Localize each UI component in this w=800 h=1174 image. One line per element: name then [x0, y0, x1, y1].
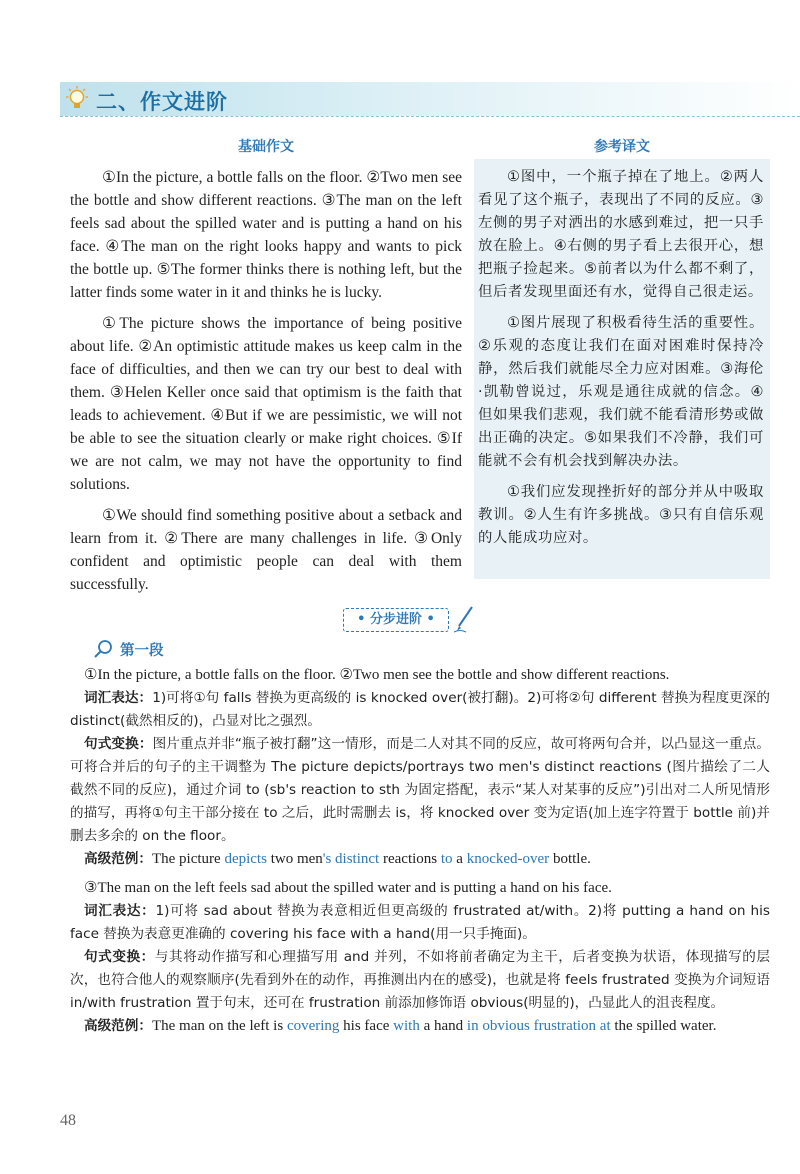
example-label: 高级范例：	[84, 851, 152, 867]
translation-paragraph: ①图中，一个瓶子掉在了地上。②两人看见了这个瓶子，表现出了不同的反应。③左侧的男子对洒出的水感到难过，把一只手放在脸上。④右侧的男子看上去很开心，想把瓶子捡起来。⑤前者以为什么都不剩了，但后者发现里面还有水，觉得自己很走运。	[478, 169, 764, 300]
example-label: 高级范例：	[84, 1018, 152, 1034]
lightbulb-icon	[62, 84, 92, 114]
vocab-text: 1)可将①句 falls 替换为更高级的 is knocked over(被打翻)。2)可将②句 different 替换为程度更深的 distinct(截然相反的)，凸显对比之强烈。	[70, 690, 771, 729]
syntax-note	[70, 733, 770, 848]
step-badge: • 分步进阶 •	[343, 608, 449, 632]
example-text: two men	[266, 851, 323, 867]
source-sentence	[70, 877, 770, 900]
example-text: The man on the left is	[151, 1018, 287, 1034]
syntax-label: 句式变换：	[84, 949, 155, 965]
example-sentence	[70, 848, 770, 871]
example-text: a hand	[419, 1018, 467, 1034]
translation-heading: 参考译文	[594, 139, 650, 155]
vocab-note	[70, 687, 770, 733]
vocab-label: 词汇表达：	[84, 903, 156, 919]
highlight-word: depicts	[224, 851, 267, 867]
section-title: 二、作文进阶	[96, 90, 228, 114]
page-number: 48	[60, 1112, 76, 1129]
essay-paragraph: ①In the picture, a bottle falls on the floor. ②Two men see the bottle and show different reactions. ③The man on the left feels sad about the spilled water and is putting a hand on his face. ④The man on the right looks happy and wants to pick the bottle up. ⑤The former thinks there is nothing left, but the latter finds some water in it and thinks he is lucky.	[70, 169, 462, 301]
essay-paragraph: ①The picture shows the importance of being positive about life. ②An optimistic attitude makes us keep calm in the face of difficulties, and then we can try our best to deal with them. ③Helen Keller once said that optimism is the faith that leads to achievement. ④But if we are pessimistic, we will not be able to see the situation clearly or make right choices. ⑤If we are not calm, we may not have the opportunity to find solutions.	[70, 315, 462, 493]
translation-paragraph: ①图片展现了积极看待生活的重要性。②乐观的态度让我们在面对困难时保持冷静，然后我们就能尽全力应对困难。③海伦·凯勒曾说过，乐观是通往成就的信念。④但如果我们悲观，我们就不能看清形势或做出正确的决定。⑤如果我们不冷静，我们可能就不会有机会找到解决办法。	[478, 315, 764, 469]
highlight-word: to	[440, 851, 453, 867]
pen-icon	[452, 604, 476, 634]
highlight-word: 's distinct	[322, 851, 380, 867]
paragraph-label: 第一段	[120, 643, 164, 659]
essay-paragraph: ①We should find something positive about a setback and learn from it. ②There are many challenges in life. ③Only confident and optimistic people can deal with them successfully.	[70, 507, 462, 593]
essay-body	[70, 166, 462, 604]
highlight-word: in obvious frustration at	[466, 1018, 611, 1034]
vocab-label: 词汇表达：	[84, 690, 153, 706]
section-header-divider	[60, 116, 800, 117]
syntax-text: 图片重点并非“瓶子被打翻”这一情形，而是二人对其不同的反应，故可将两句合并，以凸显这一重点。可将合并后的句子的主干调整为 The picture depicts/portrays two men's distinct reactions (图片描绘了二人截然不同的反应)，通过介词 to (sb's reaction to sth 为固定搭配，表示“某人对某事的反应”)引出对二人所见情形的描写，再将①句主干部分接在 to 之后，此时需删去 is，将 knocked over 变为定语(加上连字符置于 bottle 前)并删去多余的 on the floor。	[70, 736, 771, 844]
analysis-body	[70, 664, 770, 1038]
highlight-word: with	[393, 1018, 420, 1034]
source-sentence-text: ①In the picture, a bottle falls on the floor. ②Two men see the bottle and show different reactions.	[84, 667, 670, 683]
source-sentence-text: ③The man on the left feels sad about the spilled water and is putting a hand on his face.	[84, 880, 612, 896]
source-sentence	[70, 664, 770, 687]
example-sentence	[70, 1015, 770, 1038]
syntax-label: 句式变换：	[84, 736, 153, 752]
syntax-note	[70, 946, 770, 1015]
example-text: his face	[339, 1018, 394, 1034]
translation-body	[478, 166, 764, 558]
syntax-text: 与其将动作描写和心理描写用 and 并列，不如将前者确定为主干，后者变换为状语，体现描写的层次，也符合他人的观察顺序(先看到外在的动作，再推测出内在的感受)，也就是将 feels frustrated 变换为介词短语 in/with frustration 置于句末，还可在 frustration 前添加修饰语 obvious(明显的)，凸显此人的沮丧程度。	[70, 949, 771, 1011]
highlight-word: knocked-over	[466, 851, 550, 867]
example-text: bottle.	[549, 851, 591, 867]
example-text: a	[452, 851, 467, 867]
vocab-note	[70, 900, 770, 946]
magnifier-icon	[92, 638, 114, 660]
example-text: The picture	[151, 851, 225, 867]
vocab-text: 1)可将 sad about 替换为表意相近但更高级的 frustrated at/with。2)将 putting a hand on his face 替换为表意更准确的 covering his face with a hand(用一只手掩面)。	[70, 903, 771, 942]
essay-heading: 基础作文	[238, 139, 294, 155]
example-text: reactions	[379, 851, 441, 867]
translation-paragraph: ①我们应发现挫折好的部分并从中吸取教训。②人生有许多挑战。③只有自信乐观的人能成功应对。	[478, 484, 764, 546]
highlight-word: covering	[286, 1018, 340, 1034]
example-text: the spilled water.	[610, 1018, 717, 1034]
